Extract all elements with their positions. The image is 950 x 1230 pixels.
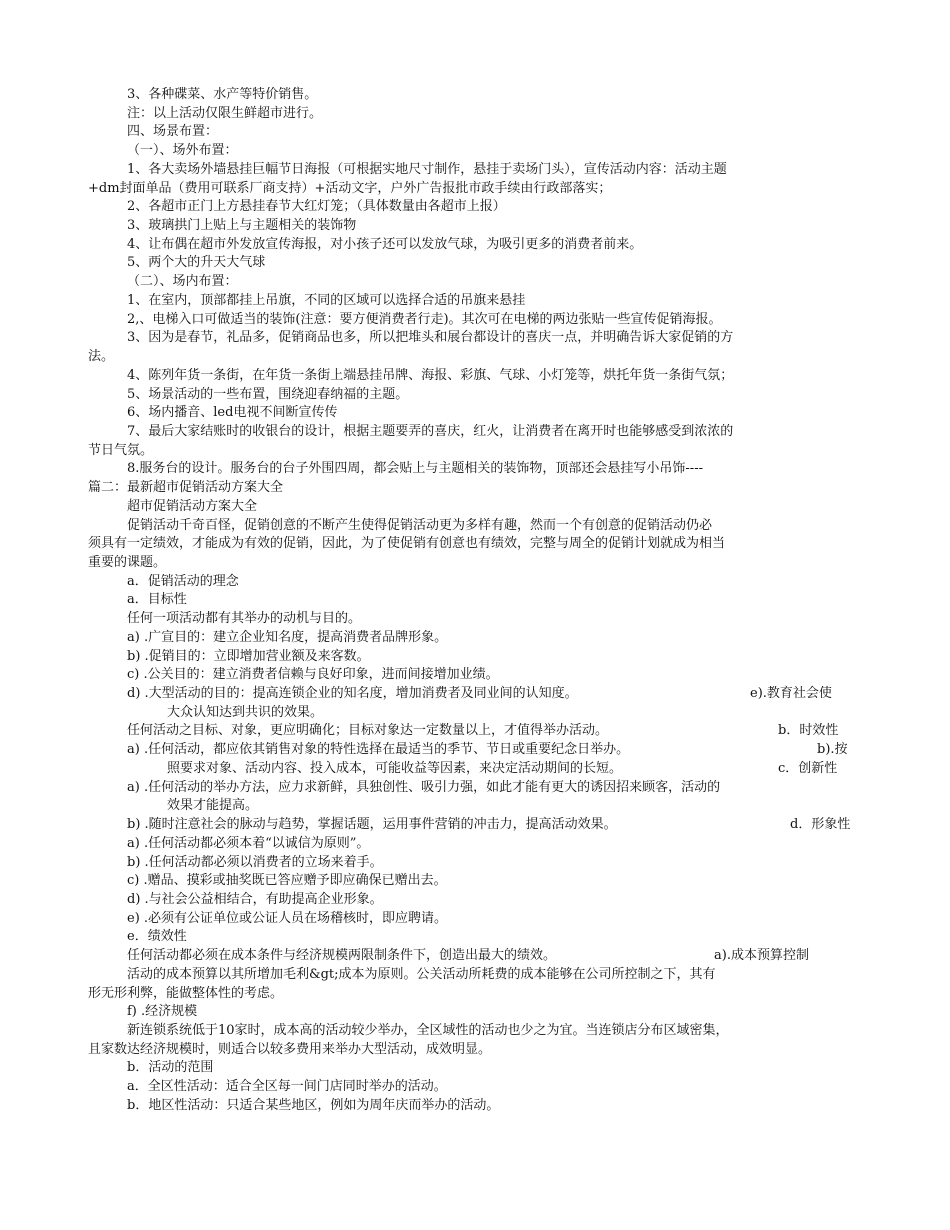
text-line [0, 517, 950, 535]
text-line [0, 629, 950, 647]
text-segment: a．全区性活动：适合全区每一间门店同时举办的活动。 [127, 1079, 447, 1095]
text-line [0, 123, 950, 141]
text-line [0, 966, 950, 984]
text-line [0, 498, 950, 516]
text-segment: 大众认知达到共识的效果。 [167, 704, 324, 720]
text-segment: 1、各大卖场外墙悬挂巨幅节日海报（可根据实地尺寸制作，悬挂于卖场门头），宣传活动内容：活动主题 [127, 161, 727, 177]
text-segment: 活动的成本预算以其所增加毛利&gt;成本为原则。公关活动所耗费的成本能够在公司所控制之下，其有 [127, 966, 716, 982]
text-segment: c) .赠品、摸彩或抽奖既已答应赠予即应确保已赠出去。 [127, 873, 447, 889]
text-segment: 超市促销活动方案大全 [127, 498, 258, 514]
text-segment: 篇二：最新超市促销活动方案大全 [88, 480, 284, 496]
text-line [0, 367, 950, 385]
text-segment: a) .任何活动，都应依其销售对象的特性选择在最适当的季节、节日或重要纪念日举办。 [127, 742, 630, 758]
text-line [0, 1041, 950, 1059]
text-line [0, 554, 950, 572]
text-line [0, 704, 950, 722]
text-segment: 7、最后大家结账时的收银台的设计，根据主题要弄的喜庆，红火，让消费者在离开时也能够感受到浓浓的 [127, 423, 734, 439]
text-line [0, 610, 950, 628]
text-segment: 任何活动之目标、对象，更应明确化；目标对象达一定数量以上，才值得举办活动。 [127, 723, 609, 739]
text-line [0, 386, 950, 404]
text-line [0, 947, 950, 965]
text-line [0, 292, 950, 310]
text-segment: d．形象性 [790, 817, 851, 833]
text-segment: 照要求对象、活动内容、投入成本，可能收益等因素，来决定活动期间的长短。 [167, 760, 623, 776]
text-segment: 节日气氛。 [88, 442, 154, 458]
text-segment: e) .必须有公证单位或公证人员在场稽核时，即应聘请。 [127, 910, 448, 926]
text-segment: 效果才能提高。 [167, 798, 259, 814]
text-line [0, 797, 950, 815]
text-line [0, 1003, 950, 1021]
text-segment: （一）、场外布置： [127, 143, 238, 159]
text-line [0, 329, 950, 347]
text-line [0, 442, 950, 460]
text-line [0, 142, 950, 160]
text-line [0, 254, 950, 272]
text-line [0, 86, 950, 104]
text-line [0, 161, 950, 179]
text-segment: a．目标性 [127, 592, 187, 608]
text-segment: 任何一项活动都有其举办的动机与目的。 [127, 611, 362, 627]
text-line [0, 985, 950, 1003]
text-line [0, 591, 950, 609]
text-segment: 3、各种碟菜、水产等特价销售。 [127, 87, 318, 102]
text-line [0, 311, 950, 329]
text-line [0, 741, 950, 759]
text-line [0, 1078, 950, 1096]
text-segment: 注：以上活动仅限生鲜超市进行。 [127, 105, 323, 121]
text-segment: a) .任何活动都必须本着“以诚信为原则”。 [127, 835, 370, 851]
text-segment: b) .促销目的：立即增加营业额及来客数。 [127, 648, 370, 664]
text-line [0, 891, 950, 909]
text-line [0, 479, 950, 497]
text-line [0, 928, 950, 946]
text-line [0, 666, 950, 684]
text-segment: 任何活动都必须在成本条件与经济规模两限制条件下，创造出最大的绩效。 [127, 948, 557, 964]
text-segment: 4、让布偶在超市外发放宣传海报，对小孩子还可以发放气球，为吸引更多的消费者前来。 [127, 236, 643, 252]
text-line [0, 835, 950, 853]
text-segment: a).成本预算控制 [714, 948, 809, 964]
text-segment: b．活动的范围 [127, 1060, 214, 1076]
text-line [0, 910, 950, 928]
text-segment: 2,、电梯入口可做适当的装饰(注意：要方便消费者行走)。其次可在电梯的两边张贴一些宣传促销海报。 [127, 311, 722, 327]
text-segment: b．时效性 [778, 723, 839, 739]
text-line [0, 105, 950, 123]
text-segment: 3、玻璃拱门上贴上与主题相关的装饰物 [127, 218, 357, 234]
text-segment: 形无形利弊，能做整体性的考虑。 [88, 985, 284, 1001]
text-segment: 重要的课题。 [88, 555, 167, 570]
text-segment: f) .经济规模 [127, 1004, 198, 1020]
text-segment: 须具有一定绩效，才能成为有效的促销，因此，为了使促销有创意也有绩效，完整与周全的促销计划就成为相当 [88, 536, 726, 552]
text-segment: （二）、场内布置： [127, 274, 238, 290]
text-line [0, 1097, 950, 1115]
text-segment: d) .大型活动的目的：提高连锁企业的知名度，增加消费者及同业间的认知度。 [127, 686, 578, 702]
text-line [0, 722, 950, 740]
text-segment: b) .随时注意社会的脉动与趋势，掌握话题，运用事件营销的冲击力，提高活动效果。 [127, 817, 617, 833]
text-line [0, 816, 950, 834]
text-segment: 法。 [88, 349, 115, 365]
text-segment: c．创新性 [778, 760, 838, 776]
text-segment: 促销活动千奇百怪，促销创意的不断产生使得促销活动更为多样有趣，然而一个有创意的促销活动仍必 [127, 517, 713, 533]
text-segment: 四、场景布置： [127, 124, 219, 140]
text-line [0, 1059, 950, 1077]
text-segment: 5、场景活动的一些布置，围绕迎春纳福的主题。 [127, 386, 409, 402]
text-line [0, 404, 950, 422]
text-line [0, 854, 950, 872]
text-segment: +dm封面单品（费用可联系厂商支持）+活动文字，户外广告报批市政手续由行政部落实； [88, 180, 612, 196]
text-segment: a) .任何活动的举办方法，应力求新鲜，具独创性、吸引力强，如此才能有更大的诱因招来顾客，活动的 [127, 779, 721, 795]
text-segment: 2、各超市正门上方悬挂春节大红灯笼；（具体数量由各超市上报） [127, 199, 506, 215]
text-segment: a) .广宣目的：建立企业知名度，提高消费者品牌形象。 [127, 629, 448, 645]
text-line [0, 685, 950, 703]
text-line [0, 779, 950, 797]
text-line [0, 760, 950, 778]
text-line [0, 872, 950, 890]
text-line [0, 180, 950, 198]
text-segment: 8.服务台的设计。服务台的台子外围四周，都会贴上与主题相关的装饰物，顶部还会悬挂写小吊饰---- [127, 461, 703, 477]
text-line [0, 460, 950, 478]
text-segment: b) .任何活动都必须以消费者的立场来着手。 [127, 854, 383, 870]
text-segment: e).教育社会使 [750, 686, 832, 702]
text-line [0, 217, 950, 235]
text-segment: 3、因为是春节，礼品多，促销商品也多，所以把堆头和展台都设计的喜庆一点，并明确告诉大家促销的方 [127, 330, 734, 346]
text-segment: 且家数达经济规模时，则适合以较多费用来举办大型活动，成效明显。 [88, 1041, 492, 1057]
text-line [0, 273, 950, 291]
text-segment: a．促销活动的理念 [127, 573, 239, 589]
text-line [0, 423, 950, 441]
text-segment: 4、陈列年货一条街，在年货一条街上端悬挂吊牌、海报、彩旗、气球、小灯笼等，烘托年货一条街气氛； [127, 367, 734, 383]
text-segment: 5、两个大的升天大气球 [127, 255, 266, 271]
text-segment: 1、在室内，顶部都挂上吊旗，不同的区域可以选择合适的吊旗来悬挂 [127, 292, 526, 308]
text-line [0, 348, 950, 366]
text-segment: e．绩效性 [127, 929, 187, 945]
text-line [0, 535, 950, 553]
text-segment: c) .公关目的：建立消费者信赖与良好印象，进而间接增加业绩。 [127, 667, 499, 683]
text-segment: d) .与社会公益相结合，有助提高企业形象。 [127, 891, 383, 907]
text-line [0, 198, 950, 216]
text-line [0, 236, 950, 254]
text-line [0, 648, 950, 666]
text-line [0, 573, 950, 591]
text-line [0, 1022, 950, 1040]
text-segment: 新连锁系统低于10家时，成本高的活动较少举办，全区域性的活动也少之为宜。当连锁店分布区域密集， [127, 1023, 729, 1038]
text-segment: b).按 [817, 742, 848, 758]
text-segment: 6、场内播音、led电视不间断宣传传 [127, 405, 338, 421]
text-segment: b．地区性活动：只适合某些地区，例如为周年庆而举办的活动。 [127, 1097, 500, 1113]
